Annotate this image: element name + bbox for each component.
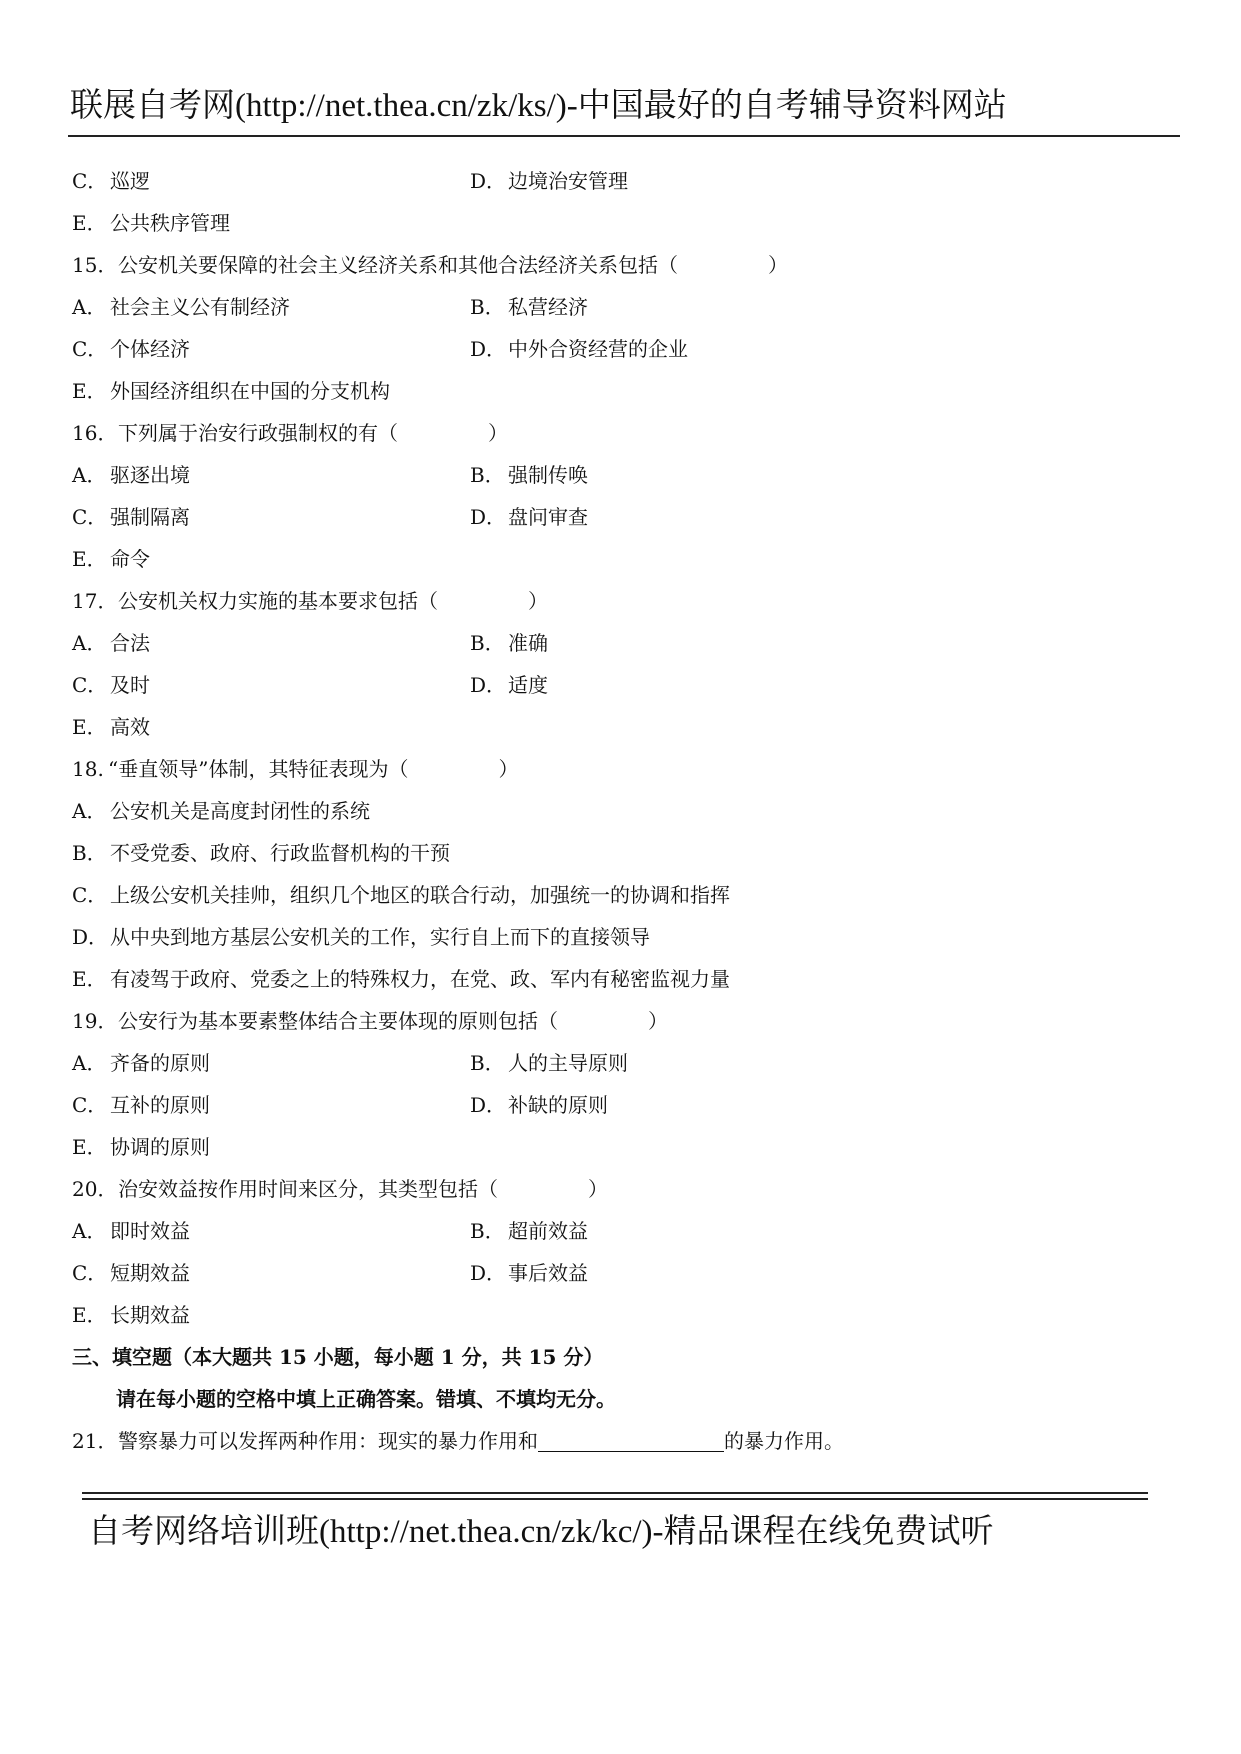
option-b: B． 不受党委、政府、行政监督机构的干预 — [72, 841, 450, 865]
option-d: D．从中央到地方基层公安机关的工作，实行自上而下的直接领导 — [72, 925, 650, 949]
option-d: D．边境治安管理 — [470, 169, 628, 193]
option-row — [72, 202, 1172, 244]
option-row — [72, 664, 1172, 706]
option-c: C． 上级公安机关挂帅，组织几个地区的联合行动，加强统一的协调和指挥 — [72, 883, 730, 907]
option-row — [72, 1294, 1172, 1336]
question-number: 21． — [72, 1429, 118, 1453]
option-c: C． 及时 — [72, 673, 150, 697]
option-row — [72, 706, 1172, 748]
option-c: C． 强制隔离 — [72, 505, 190, 529]
option-row — [72, 622, 1172, 664]
option-c: C． 互补的原则 — [72, 1093, 210, 1117]
option-row — [72, 874, 1172, 916]
question-text: 公安行为基本要素整体结合主要体现的原则包括（ — [118, 1009, 558, 1033]
question-text: 警察暴力可以发挥两种作用：现实的暴力作用和 — [118, 1429, 538, 1453]
option-b: B． 超前效益 — [470, 1219, 588, 1243]
option-e: E． 命令 — [72, 547, 150, 571]
footer-rule — [82, 1492, 1148, 1500]
option-a: A． 齐备的原则 — [72, 1051, 210, 1075]
option-a: A． 合法 — [72, 631, 150, 655]
question-number: 15． — [72, 253, 118, 277]
option-c: C． 巡逻 — [72, 169, 150, 193]
option-row — [72, 958, 1172, 1000]
option-e: E． 协调的原则 — [72, 1135, 210, 1159]
option-b: B． 强制传唤 — [470, 463, 588, 487]
option-row — [72, 1252, 1172, 1294]
option-e: E． 外国经济组织在中国的分支机构 — [72, 379, 390, 403]
option-b: B． 准确 — [470, 631, 548, 655]
option-row — [72, 454, 1172, 496]
option-a: A． 即时效益 — [72, 1219, 190, 1243]
option-row — [72, 370, 1172, 412]
question-text: 治安效益按作用时间来区分，其类型包括（ — [118, 1177, 498, 1201]
question-16: 16．下列属于治安行政强制权的有（ ） — [72, 412, 1172, 454]
question-text-after: 的暴力作用。 — [724, 1429, 844, 1453]
question-number: 20． — [72, 1177, 118, 1201]
option-b: B． 人的主导原则 — [470, 1051, 628, 1075]
option-row — [72, 790, 1172, 832]
option-d: D．中外合资经营的企业 — [470, 337, 688, 361]
header-rule — [68, 135, 1180, 137]
section-title: 三、填空题（本大题共 15 小题，每小题 1 分，共 15 分） — [72, 1345, 604, 1369]
section-instruction: 请在每小题的空格中填上正确答案。错填、不填均无分。 — [116, 1387, 616, 1411]
question-text: 公安机关要保障的社会主义经济关系和其他合法经济关系包括（ — [118, 253, 678, 277]
answer-blank — [538, 1427, 724, 1452]
option-a: A． 社会主义公有制经济 — [72, 295, 290, 319]
option-b: B． 私营经济 — [470, 295, 588, 319]
option-row — [72, 1126, 1172, 1168]
option-c: C． 短期效益 — [72, 1261, 190, 1285]
option-a: A． 公安机关是高度封闭性的系统 — [72, 799, 370, 823]
option-e: E． 高效 — [72, 715, 150, 739]
option-e: E． 长期效益 — [72, 1303, 190, 1327]
option-d: D．适度 — [470, 673, 548, 697]
option-c: C． 个体经济 — [72, 337, 190, 361]
question-text: 下列属于治安行政强制权的有（ — [118, 421, 398, 445]
question-20: 20．治安效益按作用时间来区分，其类型包括（ ） — [72, 1168, 1172, 1210]
option-e: E． 有凌驾于政府、党委之上的特殊权力，在党、政、军内有秘密监视力量 — [72, 967, 730, 991]
exam-content — [72, 160, 1172, 1462]
option-d: D．事后效益 — [470, 1261, 588, 1285]
page-header: 联展自考网(http://net.thea.cn/zk/ks/)-中国最好的自考辅导资料网站 — [70, 88, 1007, 124]
option-d: D．盘问审查 — [470, 505, 588, 529]
question-18: 18. “垂直领导”体制，其特征表现为（ ） — [72, 748, 1172, 790]
option-a: A． 驱逐出境 — [72, 463, 190, 487]
question-text: “垂直领导”体制，其特征表现为（ — [108, 757, 409, 781]
question-19: 19．公安行为基本要素整体结合主要体现的原则包括（ ） — [72, 1000, 1172, 1042]
option-row — [72, 1084, 1172, 1126]
option-row — [72, 916, 1172, 958]
question-15: 15．公安机关要保障的社会主义经济关系和其他合法经济关系包括（ ） — [72, 244, 1172, 286]
option-row — [72, 286, 1172, 328]
option-row — [72, 160, 1172, 202]
option-row — [72, 832, 1172, 874]
question-text: 公安机关权力实施的基本要求包括（ — [118, 589, 438, 613]
option-row — [72, 1042, 1172, 1084]
page-footer: 自考网络培训班(http://net.thea.cn/zk/kc/)-精品课程在线免费试听 — [88, 1514, 994, 1550]
question-number: 17． — [72, 589, 118, 613]
option-row — [72, 496, 1172, 538]
option-row — [72, 1210, 1172, 1252]
option-d: D．补缺的原则 — [470, 1093, 608, 1117]
question-number: 16． — [72, 421, 118, 445]
question-number: 18. — [72, 757, 104, 781]
question-17: 17．公安机关权力实施的基本要求包括（ ） — [72, 580, 1172, 622]
question-number: 19． — [72, 1009, 118, 1033]
option-e: E． 公共秩序管理 — [72, 211, 230, 235]
option-row — [72, 538, 1172, 580]
option-row — [72, 328, 1172, 370]
question-21 — [72, 1420, 1172, 1462]
